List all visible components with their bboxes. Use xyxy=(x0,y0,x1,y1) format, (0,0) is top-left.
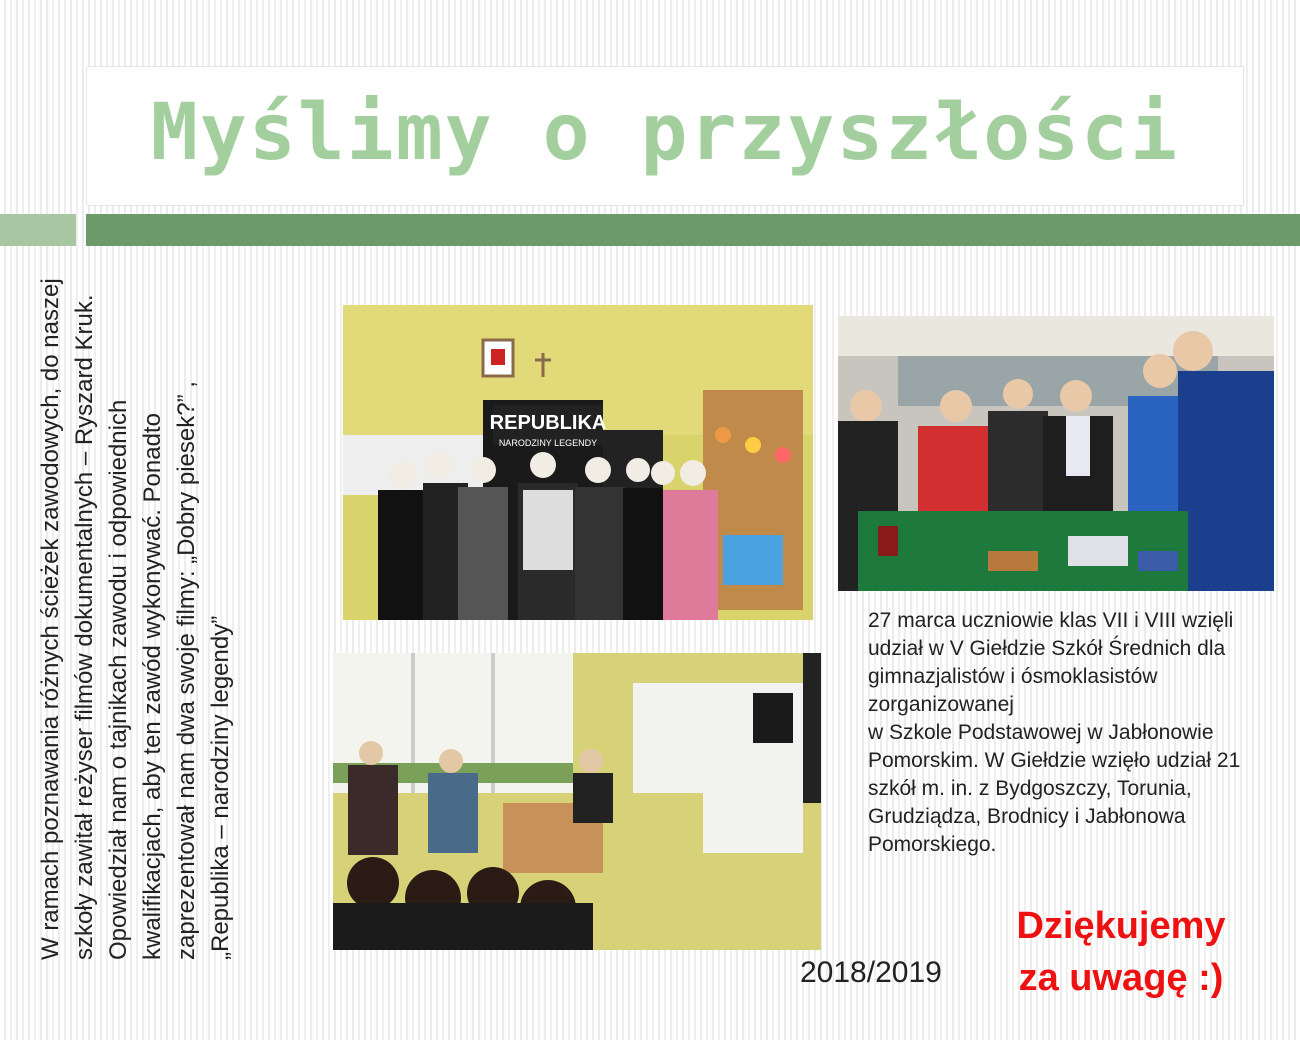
page-title: Myślimy o przyszłości xyxy=(150,88,1180,178)
photo-school-fair xyxy=(838,316,1274,591)
accent-bar-dark xyxy=(86,214,1300,246)
poster-title: REPUBLIKA xyxy=(489,412,607,434)
thanks-line-1: Dziękujemy xyxy=(1016,905,1226,947)
fair-description: 27 marca uczniowie klas VII i VIII wzięli udział w V Giełdzie Szkół Średnich dla gimnazjalistów i ósmoklasistów zorganizowanej w Szkole Podstawowej w Jabłonowie Pomorskim. W Giełdzie wzięło udział 21 szkół m. in. z Bydgoszczy, Torunia, Grudziądza, Brodnicy i Jabłonowa Pomorskiego. xyxy=(868,609,1241,856)
thanks-message xyxy=(990,900,1252,1004)
photo-group-with-poster xyxy=(343,305,813,620)
thanks-line-2: za uwagę :) xyxy=(1018,957,1224,999)
school-year: 2018/2019 xyxy=(800,956,942,989)
photo-classroom-meeting xyxy=(333,653,821,950)
accent-bar-light xyxy=(0,214,76,246)
poster-subtitle: NARODZINY LEGENDY xyxy=(498,438,598,448)
vertical-description: W ramach poznawania różnych ścieżek zawodowych, do naszej szkoły zawitał reżyser filmów dokumentalnych – Ryszard Kruk. Opowiedział nam o tajnikach zawodu i odpowiednich kwalifikacjach, aby ten zawód wykonywać. Ponadto zaprezentował nam dwa swoje filmy: „Dobry piesek?” , „Republika – narodziny legendy” xyxy=(37,278,234,960)
